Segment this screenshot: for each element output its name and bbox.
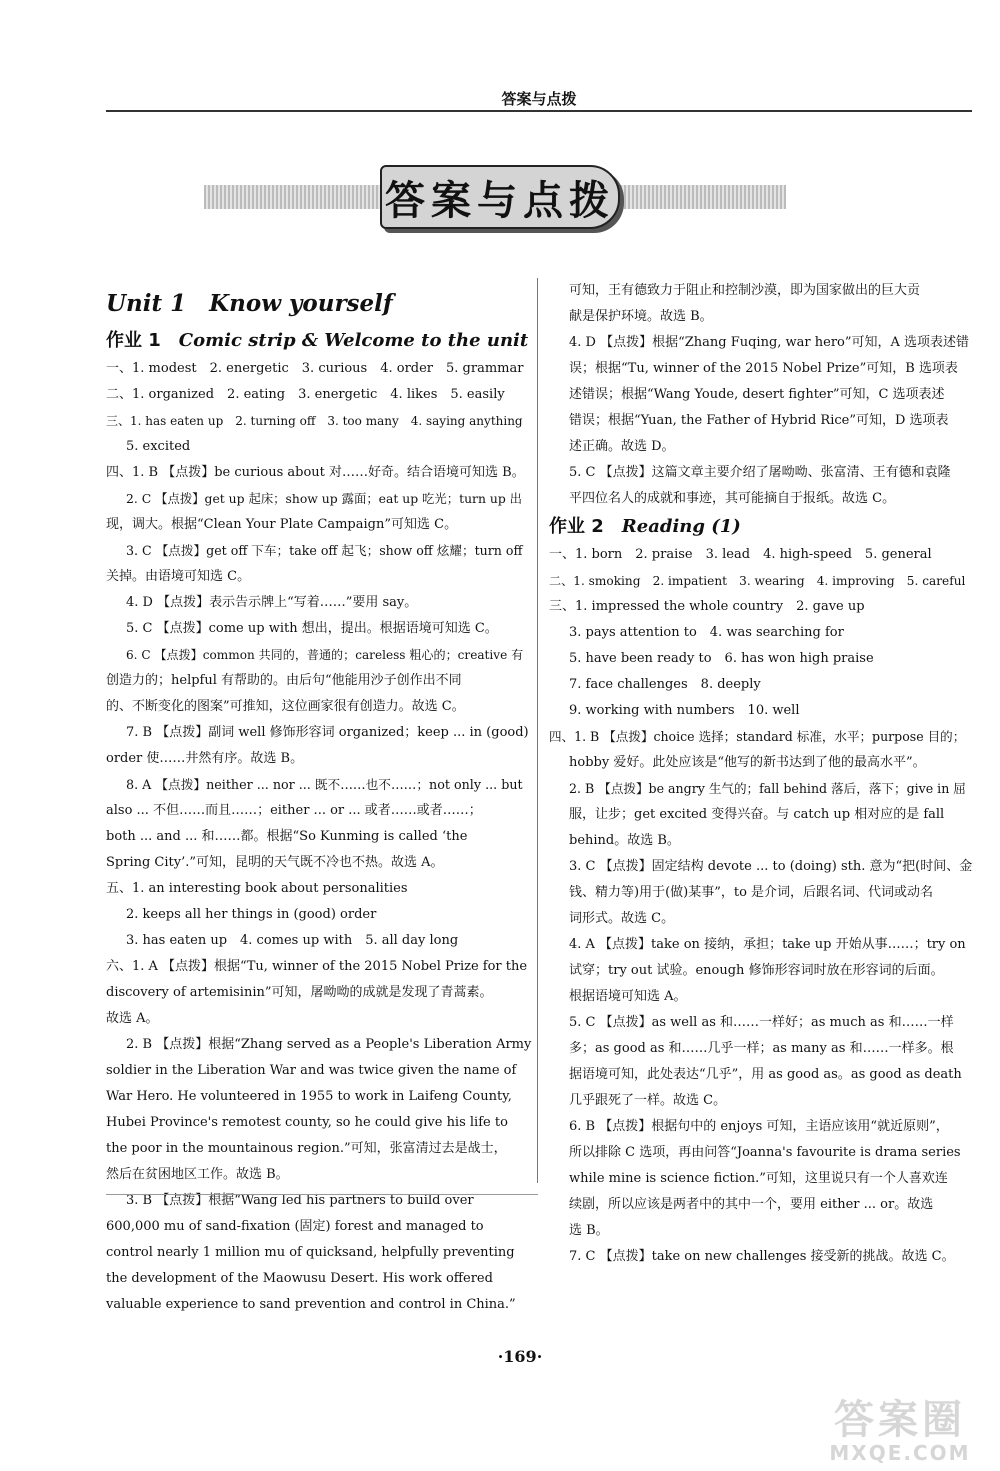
answer-line: control nearly 1 million mu of quicksand, helpfully preventing <box>106 1245 515 1260</box>
answer-line: discovery of artemisinin”可知，屠呦呦的成就是发现了青蒿素。 <box>106 985 493 1000</box>
answer-line: 5. C 【点拨】as well as 和……一样好；as much as 和……一样 <box>569 1015 954 1030</box>
answer-line: 述错误；根据“Wang Youde, desert fighter”可知，C 选项表述 <box>569 387 945 402</box>
answer-line: 二、1. smoking 2. impatient 3. wearing 4. improving 5. careful <box>549 574 966 588</box>
answer-line: 现，调大。根据“Clean Your Plate Campaign”可知选 C。 <box>106 517 458 532</box>
answer-line: 5. excited <box>126 439 191 454</box>
answer-line: 3. B 【点拨】根据“Wang led his partners to build over <box>126 1193 474 1208</box>
title-banner <box>204 165 786 235</box>
answer-line: 的、不断变化的图案”可推知，这位画家很有创造力。故选 C。 <box>106 699 465 714</box>
answer-line: 续剧，所以应该是两者中的其中一个，要用 either ... or。故选 <box>569 1197 934 1212</box>
answer-line: 7. B 【点拨】副词 well 修饰形容词 organized；keep ... in (good) <box>126 725 529 740</box>
answer-line: 故选 A。 <box>106 1011 159 1026</box>
answer-line: 关掉。由语境可知选 C。 <box>106 569 251 584</box>
answer-line: 2. B 【点拨】be angry 生气的；fall behind 落后，落下；give in 屈 <box>569 781 966 796</box>
answer-line: 600,000 mu of sand-fixation (固定) forest and managed to <box>106 1219 484 1234</box>
answer-line: 4. D 【点拨】根据“Zhang Fuqing, war hero”可知，A 选项表述错 <box>569 335 970 350</box>
answer-line: 错误；根据“Yuan, the Father of Hybrid Rice”可知，D 选项表 <box>569 413 949 428</box>
answer-line: while mine is science fiction.”可知，这里说只有一个人喜欢连 <box>569 1171 948 1186</box>
answer-line: valuable experience to sand prevention and control in China.” <box>106 1297 516 1312</box>
answer-line: 5. C 【点拨】come up with 想出，提出。根据语境可知选 C。 <box>126 621 498 636</box>
banner-title: 答案与点拨 <box>380 165 620 229</box>
answer-line: 创造力的；helpful 有帮助的。由后句“他能用沙子创作出不同 <box>106 673 462 688</box>
left-column <box>106 286 531 1318</box>
answer-line: 三、1. impressed the whole country 2. gave up <box>549 599 865 614</box>
answer-line: 误；根据“Tu, winner of the 2015 Nobel Prize”可知，B 选项表 <box>569 361 958 376</box>
answer-line: 8. A 【点拨】neither ... nor ... 既不……也不……；not only ... but <box>126 777 523 792</box>
homework-1-number: 作业 1 <box>106 330 161 351</box>
answer-line: 一、1. modest 2. energetic 3. curious 4. order 5. grammar <box>106 361 524 376</box>
header-rule <box>106 110 972 112</box>
answer-line: 根据语境可知选 A。 <box>569 989 687 1004</box>
answer-line: also ... 不但……而且……；either ... or ... 或者……或者……； <box>106 803 482 818</box>
homework-2-title: Reading (1) <box>621 516 741 537</box>
answer-line: 多；as good as 和……几乎一样；as many as 和……一样多。根 <box>569 1041 954 1056</box>
answer-line: 5. have been ready to 6. has won high praise <box>569 651 874 666</box>
answer-line: 四、1. B 【点拨】choice 选择；standard 标准，水平；purpose 目的； <box>549 729 966 744</box>
bottom-rule <box>106 1194 538 1195</box>
running-header: 答案与点拨 <box>501 90 577 108</box>
answer-line: 4. A 【点拨】take on 接纳，承担；take up 开始从事……；try on <box>569 937 966 952</box>
right-column <box>549 278 974 1270</box>
column-divider <box>537 278 538 1183</box>
answer-line: 据语境可知，此处表达“几乎”，用 as good as。as good as death <box>569 1067 962 1082</box>
watermark-logo: 答案圈 <box>834 1397 966 1443</box>
answer-line: 二、1. organized 2. eating 3. energetic 4. likes 5. easily <box>106 387 505 402</box>
answer-line: 述正确。故选 D。 <box>569 439 675 454</box>
homework-1-title: Comic strip & Welcome to the unit <box>178 330 529 351</box>
homework-2-number: 作业 2 <box>549 516 604 537</box>
watermark <box>810 1398 990 1464</box>
answer-line: 7. face challenges 8. deeply <box>569 677 761 692</box>
answer-line: 9. working with numbers 10. well <box>569 703 800 718</box>
answer-line: 钱、精力等)用于(做)某事”，to 是介词，后跟名词、代词或动名 <box>569 885 934 900</box>
answer-line: 试穿；try out 试验。enough 修饰形容词时放在形容词的后面。 <box>569 963 944 978</box>
answer-line: soldier in the Liberation War and was twice given the name of <box>106 1063 517 1078</box>
answer-line: 2. keeps all her things in (good) order <box>126 907 377 922</box>
answer-line: 3. pays attention to 4. was searching for <box>569 625 844 640</box>
answer-line: order 使……井然有序。故选 B。 <box>106 751 304 766</box>
answer-line: 然后在贫困地区工作。故选 B。 <box>106 1167 289 1182</box>
answer-line: hobby 爱好。此处应该是“他写的新书达到了他的最高水平”。 <box>569 755 926 770</box>
answer-line: 2. B 【点拨】根据“Zhang served as a People's Liberation Army <box>126 1037 532 1052</box>
answer-line: 选 B。 <box>569 1223 609 1238</box>
answer-line: 3. C 【点拨】get off 下车；take off 起飞；show off 炫耀；turn off <box>126 543 523 558</box>
answer-line: 服，让步；get excited 变得兴奋。与 catch up 相对应的是 fall <box>569 807 945 822</box>
page-number: ·169· <box>497 1347 543 1366</box>
answer-line: Spring City’.”可知，昆明的天气既不冷也不热。故选 A。 <box>106 855 444 870</box>
answer-line: 四、1. B 【点拨】be curious about 对……好奇。结合语境可知选 B。 <box>106 465 525 480</box>
answer-line: 几乎跟死了一样。故选 C。 <box>569 1093 727 1108</box>
answer-line: behind。故选 B。 <box>569 833 680 848</box>
answer-line: 6. C 【点拨】common 共同的，普通的；careless 粗心的；creative 有 <box>126 648 524 662</box>
answer-line: 3. C 【点拨】固定结构 devote ... to (doing) sth. 意为“把(时间、金 <box>569 859 973 874</box>
answer-line: 一、1. born 2. praise 3. lead 4. high-speed 5. general <box>549 547 932 562</box>
answer-line: 可知，王有德致力于阻止和控制沙漠，即为国家做出的巨大贡 <box>569 283 921 298</box>
answer-line: the development of the Maowusu Desert. His work offered <box>106 1271 493 1286</box>
answer-line: 三、1. has eaten up 2. turning off 3. too many 4. saying anything <box>106 414 523 428</box>
answer-line: 六、1. A 【点拨】根据“Tu, winner of the 2015 Nobel Prize for the <box>106 959 528 974</box>
answer-line: 3. has eaten up 4. comes up with 5. all day long <box>126 933 459 948</box>
homework-1-heading <box>106 326 531 356</box>
answer-line: both ... and ... 和……都。根据“So Kunming is called ‘the <box>106 829 468 844</box>
answer-line: 平四位名人的成就和事迹，其可能摘自于报纸。故选 C。 <box>569 491 896 506</box>
answer-line: 4. D 【点拨】表示告示牌上“写着……”要用 say。 <box>126 595 418 610</box>
unit-title: Unit 1 Know yourself <box>106 290 393 317</box>
answer-line: 词形式。故选 C。 <box>569 911 675 926</box>
answer-line: 所以排除 C 选项，再由问答“Joanna's favourite is drama series <box>569 1145 961 1160</box>
answer-line: 5. C 【点拨】这篇文章主要介绍了屠呦呦、张富清、王有德和袁隆 <box>569 465 951 480</box>
answer-line: 五、1. an interesting book about personalities <box>106 881 408 896</box>
answer-line: the poor in the mountainous region.”可知，张富清过去是战士， <box>106 1141 507 1156</box>
homework-2-heading <box>549 512 974 542</box>
answer-line: War Hero. He volunteered in 1955 to work in Laifeng County, <box>106 1089 512 1104</box>
answer-line: 2. C 【点拨】get up 起床；show up 露面；eat up 吃光；turn up 出 <box>126 492 523 506</box>
answer-line: 献是保护环境。故选 B。 <box>569 309 713 324</box>
watermark-url: MXQE.COM <box>829 1441 971 1465</box>
answer-line: 7. C 【点拨】take on new challenges 接受新的挑战。故选 C。 <box>569 1249 955 1264</box>
answer-line: Hubei Province's remotest county, so he could give his life to <box>106 1115 508 1130</box>
answer-line: 6. B 【点拨】根据句中的 enjoys 可知，主语应该用“就近原则”， <box>569 1119 949 1134</box>
